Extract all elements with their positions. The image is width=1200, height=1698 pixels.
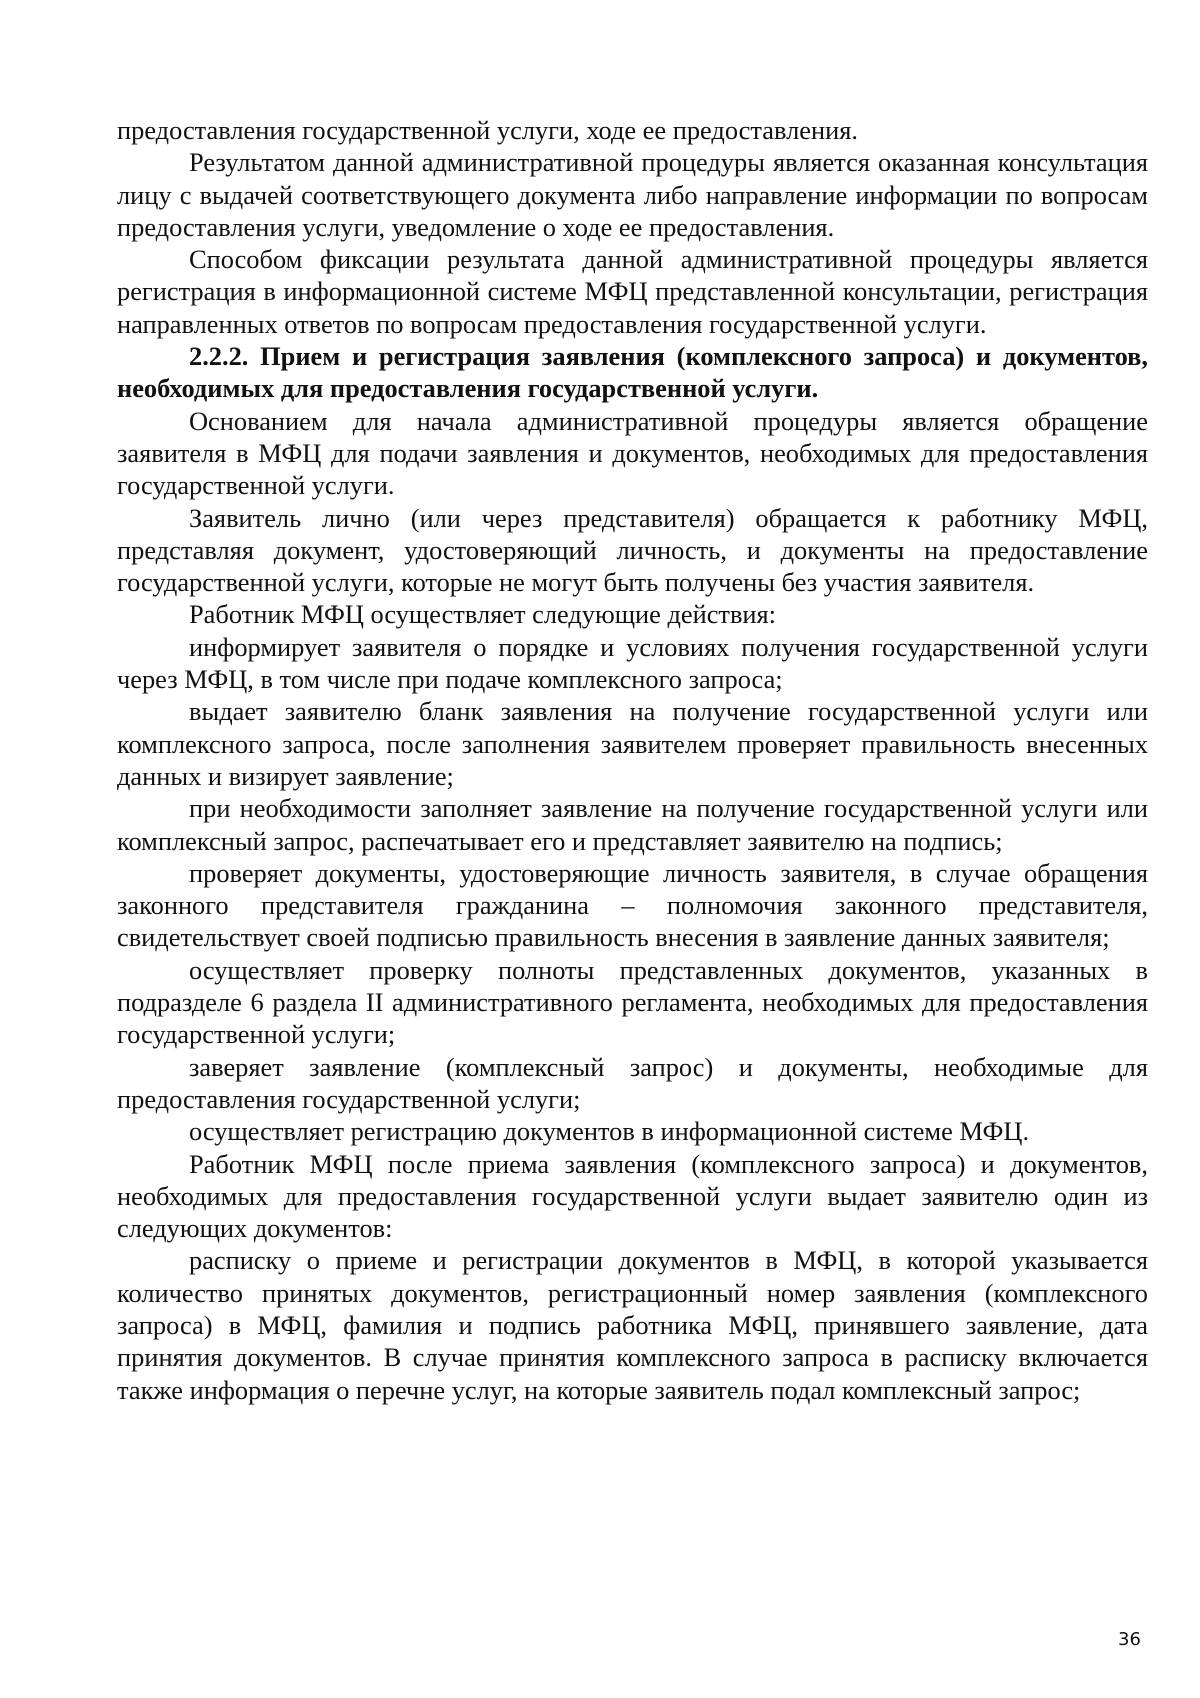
list-item-certifies: заверяет заявление (комплексный запрос) и документы, необходимые для предоставления государственной услуги; (117, 1051, 1148, 1114)
paragraph-result: Результатом данной административной процедуры является оказанная консультация лицу с выдачей соответствующего документа либо направление информации по вопросам предоставления услуги, уведомление о ходе ее предоставления. (117, 147, 1148, 242)
list-item-fills-form: при необходимости заполняет заявление на получение государственной услуги или комплексный запрос, распечатывает его и представляет заявителю на подпись; (117, 793, 1148, 856)
section-heading-2-2-2: 2.2.2. Прием и регистрация заявления (комплексного запроса) и документов, необходимых для предоставления государственной услуги. (117, 341, 1148, 404)
paragraph-after-reception: Работник МФЦ после приема заявления (комплексного запроса) и документов, необходимых для предоставления государственной услуги выдает заявителю один из следующих документов: (117, 1148, 1148, 1244)
list-item-registers: осуществляет регистрацию документов в информационной системе МФЦ. (189, 1116, 1030, 1147)
document-page (117, 114, 1148, 1406)
paragraph-basis: Основанием для начала административной процедуры является обращение заявителя в МФЦ для подачи заявления и документов, необходимых для предоставления государственной услуги. (117, 405, 1148, 501)
list-item-checks-completeness: осуществляет проверку полноты представленных документов, указанных в подразделе 6 раздела II административного регламента, необходимых для предоставления государственной услуги; (117, 954, 1148, 1050)
list-item-checks-identity: проверяет документы, удостоверяющие личность заявителя, в случае обращения законного представителя гражданина – полномочия законного представителя, свидетельствует своей подписью правильность внесения в заявление данных заявителя; (117, 857, 1148, 953)
paragraph-continuation: предоставления государственной услуги, ходе ее предоставления. (117, 115, 858, 145)
page-number: 36 (1118, 1629, 1141, 1650)
paragraph-worker-actions: Работник МФЦ осуществляет следующие действия: (189, 599, 777, 630)
list-item-issues-form: выдает заявителю бланк заявления на получение государственной услуги или комплексного запроса, после заполнения заявителем проверяет правильность внесенных данных и визирует заявление; (117, 696, 1148, 791)
paragraph-applicant: Заявитель лично (или через представителя) обращается к работнику МФЦ, представляя документ, удостоверяющий личность, и документы на предоставление государственной услуги, которые не могут быть получены без участия заявителя. (117, 502, 1148, 598)
paragraph-fixation: Способом фиксации результата данной административной процедуры является регистрация в информационной системе МФЦ представленной консультации, регистрация направленных ответов по вопросам предоставления государственной услуги. (117, 244, 1148, 339)
list-item-informs: информирует заявителя о порядке и условиях получения государственной услуги через МФЦ, в том числе при подаче комплексного запроса; (117, 631, 1148, 695)
list-item-receipt: расписку о приеме и регистрации документов в МФЦ, в которой указывается количество принятых документов, регистрационный номер заявления (комплексного запроса) в МФЦ, фамилия и подпись работника МФЦ, принявшего заявление, дата принятия документов. В случае принятия комплексного запроса в расписку включается также информация о перечне услуг, на которые заявитель подал комплексный запрос; (117, 1245, 1148, 1405)
